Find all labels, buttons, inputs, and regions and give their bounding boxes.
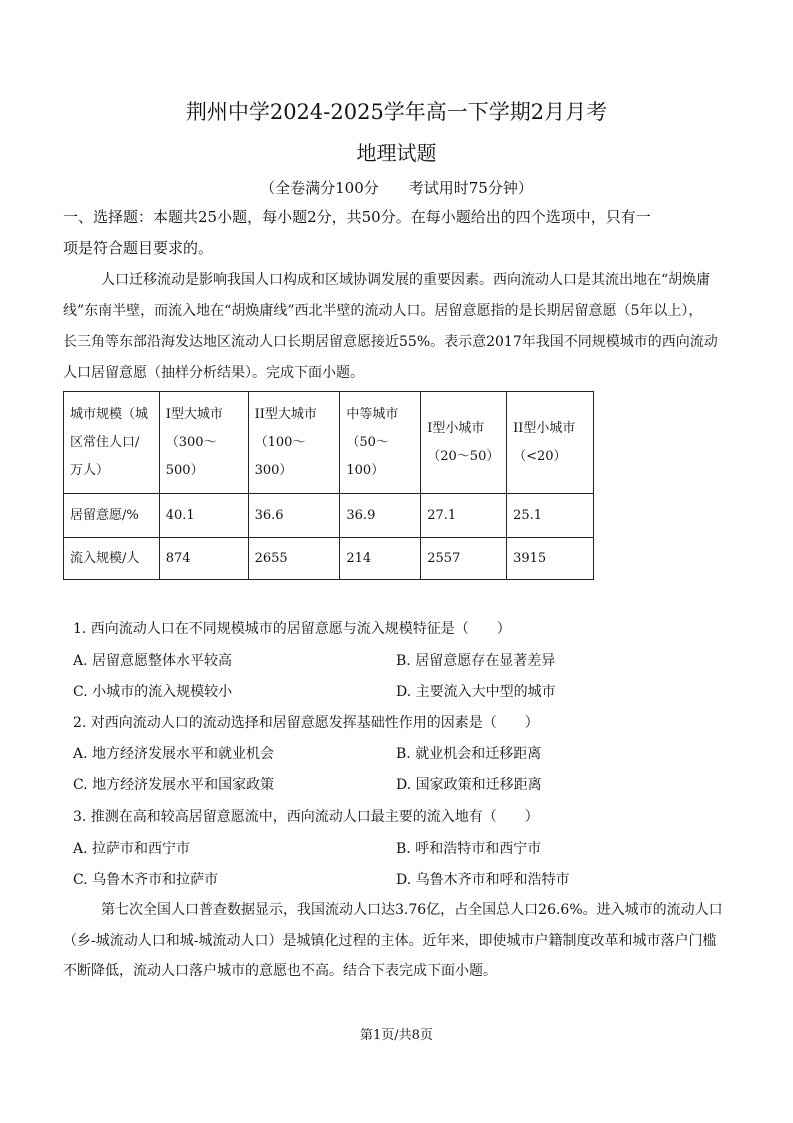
option-c[interactable]: C. 乌鲁木齐市和拉萨市 — [73, 872, 219, 888]
table-header-cell: 中等城市 （50～ 100） — [340, 392, 421, 494]
option-c[interactable]: C. 小城市的流入规模较小 — [73, 684, 233, 700]
table-header-cell: I型小城市 （20～50） — [421, 392, 507, 494]
table-cell: 居留意愿/% — [64, 494, 160, 538]
option-c[interactable]: C. 地方经济发展水平和国家政策 — [73, 777, 275, 793]
table-cell: 2655 — [248, 538, 340, 580]
table-cell: 214 — [340, 538, 421, 580]
option-d[interactable]: D. 国家政策和迁移距离 — [396, 777, 542, 793]
passage1-line: 人口居留意愿（抽样分析结果）。完成下面小题。 — [63, 365, 364, 381]
table-row — [64, 538, 594, 580]
table-cell: 40.1 — [159, 494, 248, 538]
option-b[interactable]: B. 居留意愿存在显著差异 — [396, 653, 556, 669]
passage1-line: 长三角等东部沿海发达地区流动人口长期居留意愿接近55%。表示意2017年我国不同规模城市的西向流动 — [63, 334, 718, 350]
passage2-line: 第七次全国人口普查数据显示，我国流动人口达3.76亿，占全国总人口26.6%。进入城市的流动人口 — [101, 902, 723, 918]
section-heading-line1: 一、选择题：本题共25小题，每小题2分，共50分。在每小题给出的四个选项中，只有一 — [63, 208, 651, 226]
page-number: 第1页/共8页 — [360, 1028, 433, 1043]
option-d[interactable]: D. 乌鲁木齐市和呼和浩特市 — [396, 872, 570, 888]
table-cell: 流入规模/人 — [64, 538, 160, 580]
option-a[interactable]: A. 居留意愿整体水平较高 — [73, 653, 233, 669]
table-header-cell: 城市规模（城 区常住人口/ 万人） — [64, 392, 160, 494]
option-d[interactable]: D. 主要流入大中型的城市 — [396, 684, 556, 700]
table-cell: 25.1 — [507, 494, 594, 538]
table-header-cell: II型大城市 （100～ 300） — [248, 392, 340, 494]
passage1-line: 人口迁移流动是影响我国人口构成和区域协调发展的重要因素。西向流动人口是其流出地在“胡焕庸 — [101, 272, 711, 288]
passage2-line: （乡-城流动人口和城-城流动人口）是城镇化过程的主体。近年来，即使城市户籍制度改革和城市落户门槛 — [63, 933, 717, 949]
exam-note: （全卷满分100分 考试用时75分钟） — [260, 179, 533, 197]
table-cell: 3915 — [507, 538, 594, 580]
option-a[interactable]: A. 地方经济发展水平和就业机会 — [73, 746, 275, 762]
city-scale-table — [63, 391, 594, 580]
option-b[interactable]: B. 呼和浩特市和西宁市 — [396, 841, 542, 857]
table-header-cell: II型小城市 （<20） — [507, 392, 594, 494]
passage1-line: 线”东南半壁，而流入地在“胡焕庸线”西北半壁的流动人口。居留意愿指的是长期居留意愿（5年以上）， — [63, 303, 703, 319]
option-a[interactable]: A. 拉萨市和西宁市 — [73, 841, 191, 857]
table-cell: 36.6 — [248, 494, 340, 538]
exam-title: 荆州中学2024-2025学年高一下学期2月月考 — [185, 100, 608, 124]
table-row — [64, 494, 594, 538]
table-cell: 874 — [159, 538, 248, 580]
option-b[interactable]: B. 就业机会和迁移距离 — [396, 746, 542, 762]
question-stem: 2. 对西向流动人口的流动选择和居留意愿发挥基础性作用的因素是（ ） — [73, 715, 539, 731]
question-stem: 1. 西向流动人口在不同规模城市的居留意愿与流入规模特征是（ ） — [73, 621, 511, 637]
exam-subject: 地理试题 — [356, 141, 437, 165]
table-header-cell: I型大城市 （300～ 500） — [159, 392, 248, 494]
section-heading-line2: 项是符合题目要求的。 — [63, 239, 214, 257]
table-cell: 36.9 — [340, 494, 421, 538]
passage2-line: 不断降低，流动人口落户城市的意愿也不高。结合下表完成下面小题。 — [63, 963, 497, 979]
table-cell: 2557 — [421, 538, 507, 580]
table-cell: 27.1 — [421, 494, 507, 538]
table-header-row — [64, 392, 594, 494]
question-stem: 3. 推测在高和较高居留意愿流中，西向流动人口最主要的流入地有（ ） — [73, 809, 539, 825]
